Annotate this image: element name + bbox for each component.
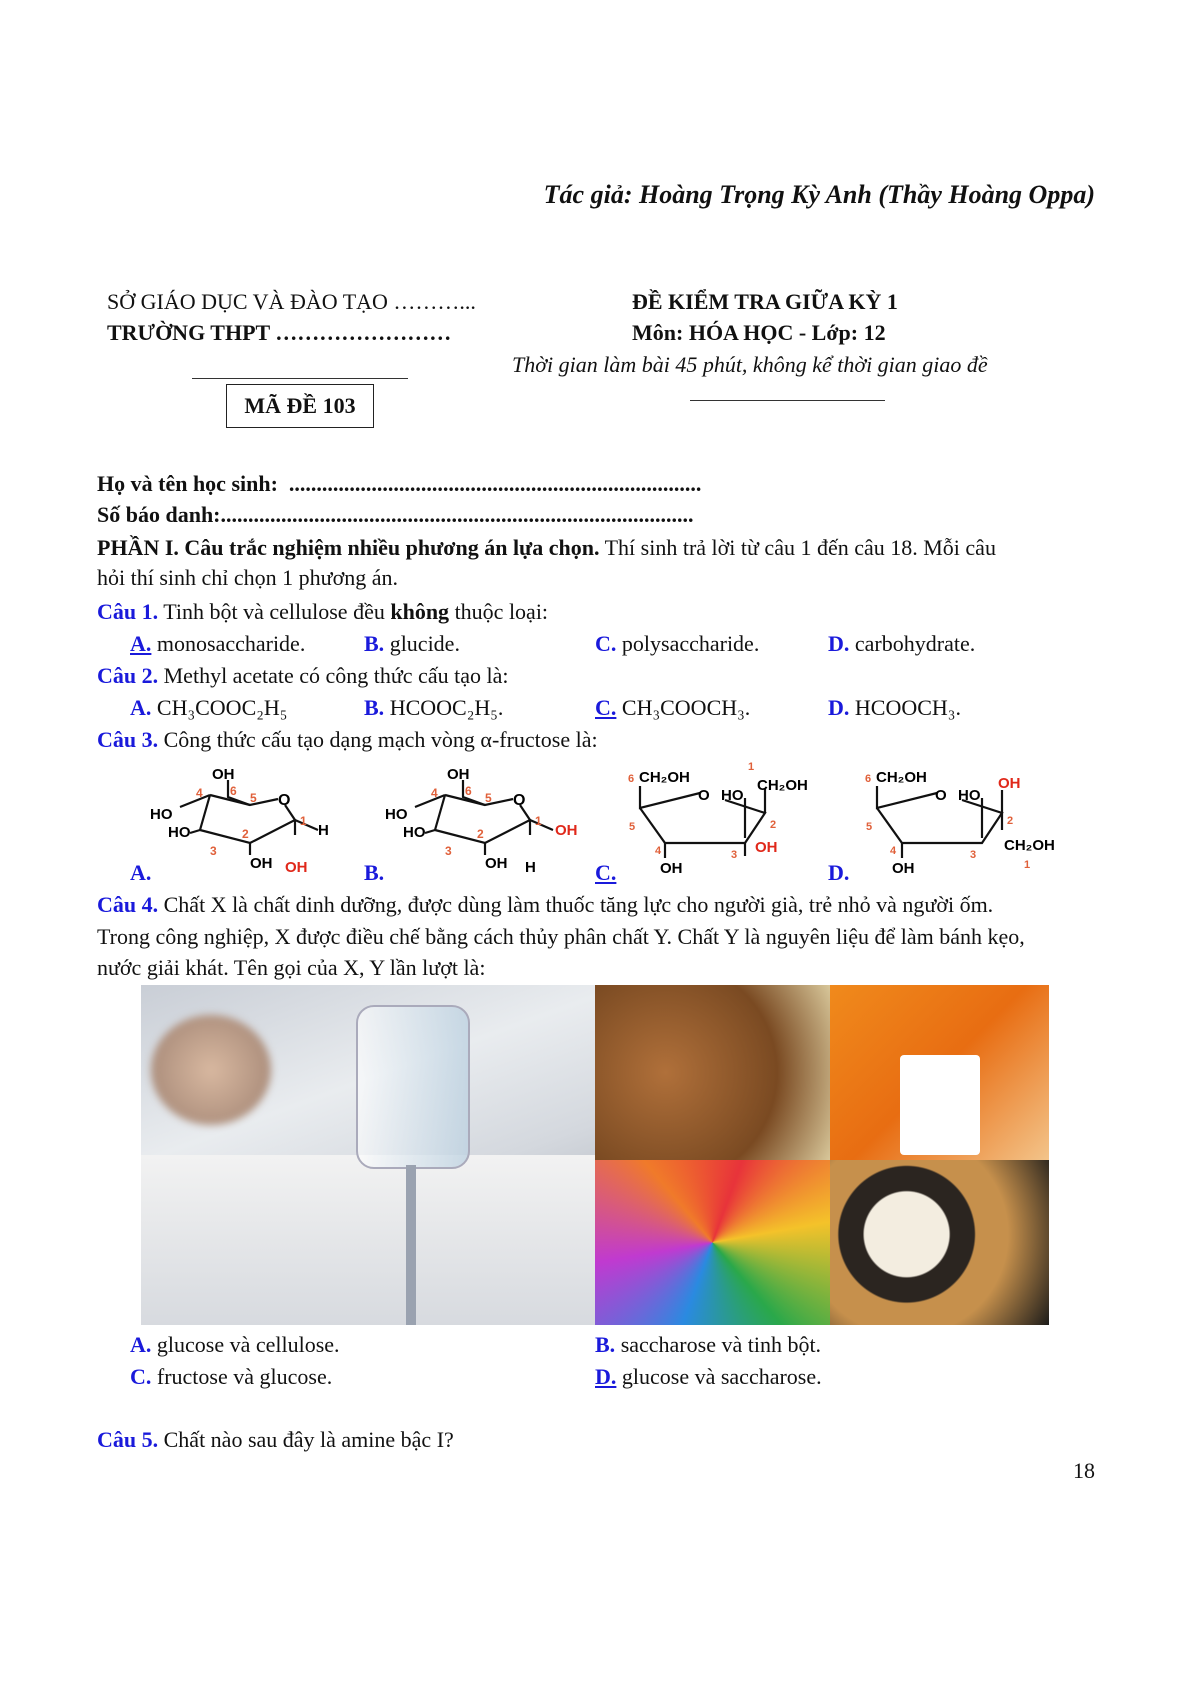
option-text: HCOOC₂H₅. xyxy=(384,695,504,720)
q-emphasis: không xyxy=(390,599,450,624)
q3-option-a[interactable]: A. xyxy=(130,860,152,885)
label: HO xyxy=(721,787,744,804)
option-key: C. xyxy=(130,1364,152,1389)
option-key: A. xyxy=(130,695,152,720)
label: 3 xyxy=(731,849,738,861)
label: 1 xyxy=(300,814,307,828)
label: O xyxy=(698,787,710,804)
label: HO xyxy=(958,787,981,804)
label: OH xyxy=(998,775,1021,792)
question-4-line3: nước giải khát. Tên gọi của X, Y lần lượt là: xyxy=(97,955,486,980)
label: HO xyxy=(150,806,173,823)
dots: ........................................................................... xyxy=(288,471,702,496)
q3-option-d[interactable]: D. xyxy=(828,860,850,885)
option-key: A. xyxy=(130,631,152,656)
q-label: Câu 4. xyxy=(97,892,159,917)
label: 3 xyxy=(970,849,977,861)
label: O xyxy=(513,792,526,809)
label: OH xyxy=(447,766,470,783)
part-title: PHẦN I. Câu trắc nghiệm nhiều phương án lựa chọn. xyxy=(97,535,600,560)
label: CH₂OH xyxy=(639,769,690,786)
label: OH xyxy=(250,855,273,872)
label: OH xyxy=(285,859,308,876)
label: 3 xyxy=(210,844,217,858)
label: 1 xyxy=(748,761,755,773)
department: SỞ GIÁO DỤC VÀ ĐÀO TẠO ………... xyxy=(107,289,476,314)
structure-d-furanose xyxy=(862,758,1062,878)
label: HO xyxy=(403,824,426,841)
author-line: Tác giả: Hoàng Trọng Kỳ Anh (Thầy Hoàng Oppa) xyxy=(543,180,1095,209)
q-text: Chất nào sau đây là amine bậc I? xyxy=(158,1427,454,1452)
label: 6 xyxy=(230,784,237,798)
question-4 xyxy=(97,892,993,918)
structure-b-pyranose xyxy=(385,755,585,880)
option-text: CH₃COOC₂H₅ xyxy=(151,695,288,720)
question-4-line2: Trong công nghiệp, X được điều chế bằng cách thủy phân chất Y. Chất Y là nguyên liệu để làm bánh kẹo, xyxy=(97,924,1025,949)
subject: Môn: HÓA HỌC - Lớp: 12 xyxy=(632,320,886,345)
label: Số báo danh: xyxy=(97,502,221,527)
label: H xyxy=(525,859,536,876)
part-intro: Thí sinh trả lời từ câu 1 đến câu 18. Mỗi câu xyxy=(599,535,996,560)
student-id-field[interactable] xyxy=(97,502,694,528)
label: 4 xyxy=(431,786,438,800)
option-key: C. xyxy=(595,695,617,720)
student-name-field[interactable] xyxy=(97,471,701,497)
q-text: thuộc loại: xyxy=(449,599,549,624)
q4-option-c[interactable] xyxy=(130,1364,332,1390)
label: CH₂OH xyxy=(876,769,927,786)
q1-option-b[interactable] xyxy=(364,631,460,657)
option-text: carbohydrate. xyxy=(849,631,976,656)
exam-title: ĐỀ KIỂM TRA GIỮA KỲ 1 xyxy=(632,289,898,314)
label: 5 xyxy=(629,821,636,833)
photo-sesame-balls xyxy=(595,985,830,1160)
label: 4 xyxy=(890,845,897,857)
option-text: glucose và cellulose. xyxy=(151,1332,340,1357)
time-note: Thời gian làm bài 45 phút, không kể thời gian giao đề xyxy=(512,352,988,377)
option-text: HCOOCH₃. xyxy=(849,695,961,720)
structure-c-furanose xyxy=(625,758,825,878)
label: HO xyxy=(168,824,191,841)
label: 5 xyxy=(866,821,873,833)
label: 6 xyxy=(865,773,872,785)
photo-patient-iv-drip xyxy=(141,985,595,1325)
option-key: C. xyxy=(595,631,617,656)
q2-option-a[interactable] xyxy=(130,695,287,721)
label: 3 xyxy=(445,844,452,858)
label: O xyxy=(935,787,947,804)
structure-a-pyranose xyxy=(150,755,350,880)
label: 4 xyxy=(655,845,662,857)
label: 6 xyxy=(628,773,635,785)
q3-option-c[interactable]: C. xyxy=(595,860,617,885)
label: 2 xyxy=(1007,815,1014,827)
option-key: D. xyxy=(595,1364,617,1389)
q-text: Tinh bột và cellulose đều xyxy=(158,599,391,624)
question-5 xyxy=(97,1427,454,1453)
q2-option-b[interactable] xyxy=(364,695,503,721)
q4-option-a[interactable] xyxy=(130,1332,340,1358)
option-text: glucide. xyxy=(384,631,460,656)
divider xyxy=(192,378,408,379)
label: 5 xyxy=(485,791,492,805)
exam-code-box: MÃ ĐỀ 103 xyxy=(226,384,374,428)
dots: ...................................................................................... xyxy=(220,502,694,527)
label: OH xyxy=(755,839,778,856)
q-text: Công thức cấu tạo dạng mạch vòng α-fructose là: xyxy=(158,727,598,752)
label: 1 xyxy=(535,814,542,828)
label: HO xyxy=(385,806,408,823)
option-key: B. xyxy=(364,631,385,656)
option-text: glucose và saccharose. xyxy=(616,1364,822,1389)
photo-candy xyxy=(595,1160,830,1325)
q2-option-c[interactable] xyxy=(595,695,750,721)
q2-option-d[interactable] xyxy=(828,695,961,721)
label: 6 xyxy=(465,784,472,798)
q4-option-d[interactable] xyxy=(595,1364,822,1390)
label: 2 xyxy=(770,819,777,831)
option-text: CH₃COOCH₃. xyxy=(616,695,751,720)
divider xyxy=(690,400,885,401)
label: OH xyxy=(485,855,508,872)
label: OH xyxy=(892,860,915,877)
question-3 xyxy=(97,727,598,753)
q-text: Chất X là chất dinh dưỡng, được dùng làm thuốc tăng lực cho người già, trẻ nhỏ và người ốm. xyxy=(158,892,994,917)
q-label: Câu 1. xyxy=(97,599,159,624)
label: O xyxy=(278,792,291,809)
option-text: monosaccharide. xyxy=(151,631,306,656)
label: H xyxy=(318,822,329,839)
q-text: Methyl acetate có công thức cấu tạo là: xyxy=(158,663,509,688)
label: Họ và tên học sinh: xyxy=(97,471,278,496)
question-2 xyxy=(97,663,508,689)
q-label: Câu 3. xyxy=(97,727,159,752)
label: 5 xyxy=(250,791,257,805)
q-label: Câu 2. xyxy=(97,663,159,688)
option-text: saccharose và tinh bột. xyxy=(615,1332,822,1357)
page-number: 18 xyxy=(1073,1458,1095,1483)
school-name: TRƯỜNG THPT …………………… xyxy=(107,320,452,345)
option-key: B. xyxy=(364,695,385,720)
question-1 xyxy=(97,599,548,625)
q-label: Câu 5. xyxy=(97,1427,159,1452)
q4-option-b[interactable] xyxy=(595,1332,821,1358)
option-text: polysaccharide. xyxy=(616,631,760,656)
q1-option-c[interactable] xyxy=(595,631,759,657)
label: 2 xyxy=(477,827,484,841)
label: OH xyxy=(212,766,235,783)
option-text: fructose và glucose. xyxy=(151,1364,333,1389)
label: 2 xyxy=(242,827,249,841)
label: OH xyxy=(660,860,683,877)
q3-option-b[interactable]: B. xyxy=(364,860,385,885)
q1-option-a[interactable] xyxy=(130,631,305,657)
label: CH₂OH xyxy=(757,777,808,794)
q1-option-d[interactable] xyxy=(828,631,975,657)
option-key: A. xyxy=(130,1332,152,1357)
option-key: D. xyxy=(828,695,850,720)
option-key: B. xyxy=(595,1332,616,1357)
part1-heading xyxy=(97,535,996,561)
photo-snacks-jar xyxy=(830,985,1049,1160)
part1-intro-cont: hỏi thí sinh chỉ chọn 1 phương án. xyxy=(97,565,398,590)
label: OH xyxy=(555,822,578,839)
label: CH₂OH xyxy=(1004,837,1055,854)
photo-mochi-cakes xyxy=(830,1160,1049,1325)
option-key: D. xyxy=(828,631,850,656)
label: 1 xyxy=(1024,859,1031,871)
label: 4 xyxy=(196,786,203,800)
